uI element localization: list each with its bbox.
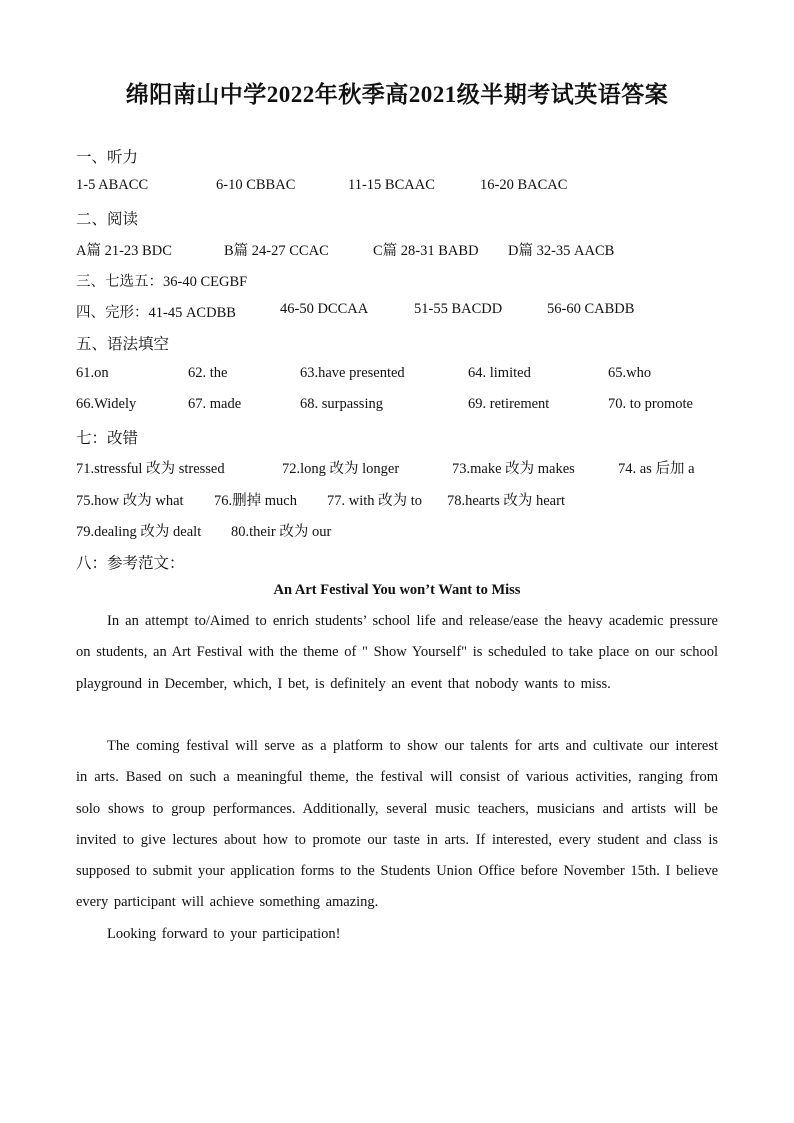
grammar-answer: 62. the (188, 365, 228, 381)
listening-group-4: 16-20 BACAC (480, 177, 568, 193)
correction-item: 73.make 改为 makes (452, 461, 575, 477)
correction-item: 79.dealing 改为 dealt (76, 524, 202, 540)
reading-heading: 二、阅读 (76, 211, 139, 228)
listening-group-2: 6-10 CBBAC (216, 177, 296, 193)
grammar-answer: 64. limited (468, 365, 531, 381)
reading-group-c: C篇 28-31 BABD (373, 243, 479, 259)
grammar-answer: 63.have presented (300, 365, 405, 381)
essay-paragraph-1: In an attempt to/Aimed to enrich students’ school life and release/ease the heavy academic pressure on students, an Art Festival with the theme of " Show Yourself" is scheduled to take place on our school playground in December, which, I bet, is definitely an event that nobody wants to miss. (76, 613, 718, 692)
reading-group-b: B篇 24-27 CCAC (224, 243, 329, 259)
grammar-answer: 67. made (188, 396, 242, 412)
essay-heading: 八：参考范文： (76, 555, 185, 572)
correction-item: 71.stressful 改为 stressed (76, 461, 225, 477)
cloze-label: 四、完形：41-45 ACDBB (76, 305, 236, 321)
grammar-answer: 69. retirement (468, 396, 550, 412)
cloze-group-4: 56-60 CABDB (547, 301, 635, 317)
listening-group-1: 1-5 ABACC (76, 177, 149, 193)
page-title: 绵阳南山中学2022年秋季高2021级半期考试英语答案 (125, 82, 669, 107)
correction-item: 72.long 改为 longer (282, 461, 400, 477)
correction-item: 74. as 后加 a (618, 461, 695, 477)
grammar-answer: 65.who (608, 365, 652, 381)
correction-item: 80.their 改为 our (231, 524, 332, 540)
reading-group-d: D篇 32-35 AACB (508, 243, 615, 259)
grammar-answer: 66.Widely (76, 396, 137, 412)
correction-item: 75.how 改为 what (76, 493, 184, 509)
grammar-answer: 61.on (76, 365, 109, 381)
grammar-answer: 70. to promote (608, 396, 693, 412)
listening-group-3: 11-15 BCAAC (348, 177, 435, 193)
cloze-group-3: 51-55 BACDD (414, 301, 503, 317)
reading-group-a: A篇 21-23 BDC (76, 243, 172, 259)
correction-item: 76.删掉 much (214, 493, 297, 509)
essay-title: An Art Festival You won’t Want to Miss (273, 582, 521, 598)
seven-choose-five: 三、七选五：36-40 CEGBF (76, 274, 248, 290)
essay-paragraph-3: Looking forward to your participation! (107, 926, 341, 942)
correction-item: 77. with 改为 to (327, 493, 423, 509)
cloze-group-2: 46-50 DCCAA (280, 301, 369, 317)
correction-heading: 七：改错 (76, 430, 139, 447)
correction-item: 78.hearts 改为 heart (447, 493, 565, 509)
essay-paragraph-2: The coming festival will serve as a platform to show our talents for arts and cultivate our interest in arts. Based on such a meaningful theme, the festival will consist of various activities, ranging from solo shows to group performances. Additionally, several music teachers, musicians and artists will be invited to give lectures about how to promote our taste in arts. If interested, every student and class is supposed to submit your application forms to the Students Union Office before November 15th. I believe every participant will achieve something amazing. (76, 738, 718, 911)
listening-heading: 一、听力 (76, 149, 139, 166)
grammar-heading: 五、语法填空 (76, 336, 170, 353)
grammar-answer: 68. surpassing (300, 396, 383, 412)
